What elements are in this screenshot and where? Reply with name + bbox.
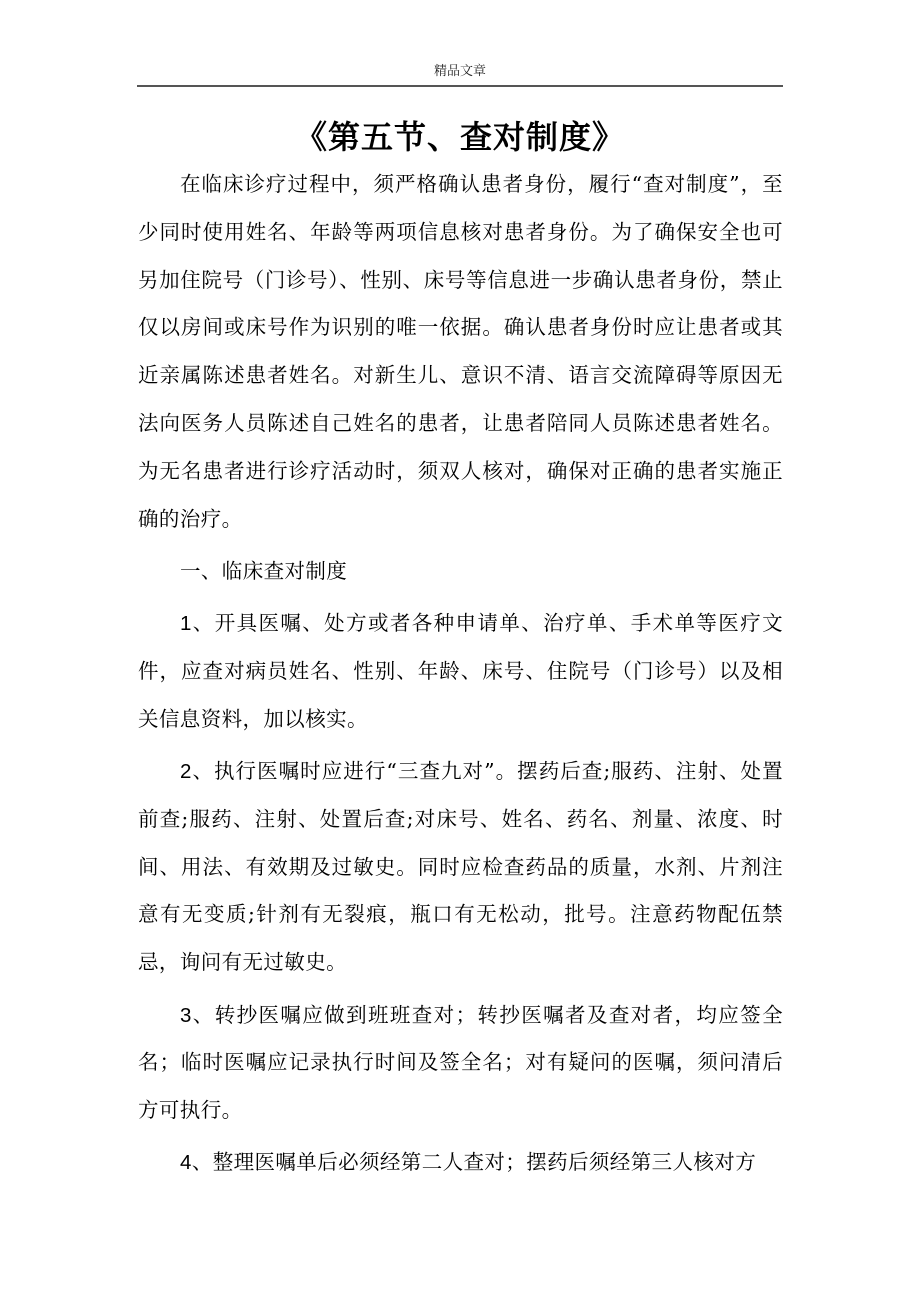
list-item-number: 2: [180, 760, 192, 784]
page-header-label: 精品文章: [433, 64, 486, 79]
list-item-2: [138, 748, 783, 987]
list-item-3: [138, 992, 783, 1135]
list-item-4: [138, 1139, 783, 1187]
list-item-number: 4: [180, 1151, 192, 1175]
list-item-text: 、整理医嘱单后必须经第二人查对；摆药后须经第三人核对方: [191, 1150, 757, 1175]
section-heading-text: 一、临床查对制度: [180, 558, 348, 583]
intro-paragraph: [138, 161, 783, 543]
list-item-number: 1: [180, 612, 192, 636]
paragraph-text: 在临床诊疗过程中，须严格确认患者身份，履行“查对制度”，至少同时使用姓名、年龄等两项信息核对患者身份。为了确保安全也可另加住院号（门诊号）、性别、床号等信息进一步确认患者身份，禁止仅以房间或床号作为识别的唯一依据。确认患者身份时应让患者或其近亲属陈述患者姓名。对新生儿、意识不清、语言交流障碍等原因无法向医务人员陈述自己姓名的患者，让患者陪同人员陈述患者姓名。为无名患者进行诊疗活动时，须双人核对，确保对正确的患者实施正确的治疗。: [138, 172, 783, 531]
list-item-text: 、转抄医嘱应做到班班查对；转抄医嘱者及查对者，均应签全名；临时医嘱应记录执行时间及签全名；对有疑问的医嘱，须问清后方可执行。: [138, 1002, 783, 1123]
document-body: [138, 161, 783, 1187]
list-item-text: 、执行医嘱时应进行“三查九对”。摆药后查;服药、注射、处置前查;服药、注射、处置后查;对床号、姓名、药名、剂量、浓度、时间、用法、有效期及过敏史。同时应检查药品的质量，水剂、片剂注意有无变质;针剂有无裂痕，瓶口有无松动，批号。注意药物配伍禁忌，询问有无过敏史。: [138, 759, 783, 975]
document-title: 《第五节、查对制度》: [294, 118, 625, 156]
list-item-text: 、开具医嘱、处方或者各种申请单、治疗单、手术单等医疗文件，应查对病员姓名、性别、年龄、床号、住院号（门诊号）以及相关信息资料，加以核实。: [138, 611, 783, 731]
section-heading: [138, 548, 783, 596]
header-divider: [137, 85, 783, 87]
list-item-number: 3: [180, 1003, 192, 1027]
list-item-1: [138, 600, 783, 743]
